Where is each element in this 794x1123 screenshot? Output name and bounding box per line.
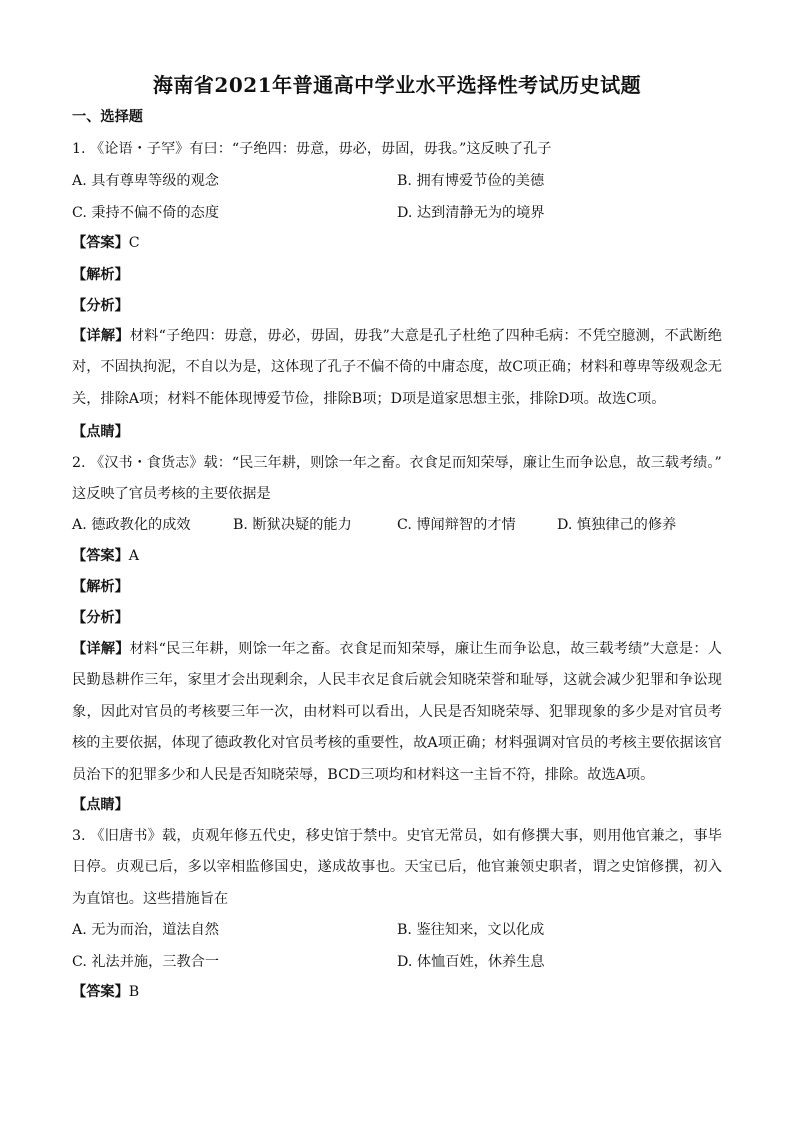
q1-analysis-tag: 【解析】 [72,267,129,283]
q1-option-d: D. 达到清静无为的境界 [397,205,545,221]
q3-option-a: A. 无为而治，道法自然 [72,922,219,938]
answer-value: B [128,984,140,1000]
detail-text: 材料“子绝四：毋意，毋必，毋固，毋我”大意是孔子杜绝了四种毛病：不凭空臆测，不武断绝对，不固执拘泥，不自以为是，这体现了孔子不偏不倚的中庸态度，故C项正确；材料和尊卑等级观念无关，排除A项；材料不能体现博爱节俭，排除B项；D项是道家思想主张，排除D项。故选C项。 [72,328,722,407]
q1-option-a: A. 具有尊卑等级的观念 [72,173,219,189]
detail-tag: 【详解】 [72,328,130,344]
answer-value: C [128,235,140,251]
q2-dianjing-tag: 【点睛】 [72,797,129,813]
answer-tag: 【答案】 [72,984,129,1000]
q3-option-d: D. 体恤百姓，休养生息 [397,954,545,970]
q3-option-c: C. 礼法并施，三教合一 [72,954,220,970]
q3-answer [72,982,139,1002]
detail-text: 材料“民三年耕，则馀一年之畜。衣食足而知荣辱，廉让生而争讼息，故三载考绩”大意是：人民勤恳耕作三年，家里才会出现剩余，人民丰衣足食后就会知晓荣誉和耻辱，这就会减少犯罪和争讼现象，因此对官员的考核要三年一次，由材料可以看出，人民是否知晓荣辱、犯罪现象的多少是对官员考核的主要依据，体现了德政教化对官员考核的重要性，故A项正确；材料强调对官员的考核主要依据该官员治下的犯罪多少和人民是否知晓荣辱，BCD三项均和材料这一主旨不符，排除。故选A项。 [72,641,722,783]
question-2-stem-cont: 这反映了官员考核的主要依据是 [72,486,271,502]
q2-option-a: A. 德政教化的成效 [72,517,191,533]
detail-tag: 【详解】 [72,641,130,657]
q2-analysis-tag: 【解析】 [72,579,129,595]
q2-option-c: C. 博闻辩智的才情 [397,517,516,533]
q3-option-b: B. 鉴往知来，文以化成 [397,922,545,938]
q1-dianjing-tag: 【点睛】 [72,424,129,440]
q1-option-b: B. 拥有博爱节俭的美德 [397,173,545,189]
answer-tag: 【答案】 [72,548,129,564]
q2-answer [72,546,139,566]
answer-value: A [128,548,140,564]
q1-option-c: C. 秉持不偏不倚的态度 [72,205,220,221]
q2-fenxi-tag: 【分析】 [72,610,129,626]
q1-detail [72,321,722,415]
answer-tag: 【答案】 [72,235,129,251]
section-heading: 一、选择题 [72,109,143,125]
page-title: 海南省2021年普通高中学业水平选择性考试历史试题 [152,73,642,97]
question-3-stem: 3. 《旧唐书》载，贞观年修五代史，移史馆于禁中。史官无常员，如有修撰大事，则用他官兼之，事毕日停。贞观已后，多以宰相监修国史，遂成故事也。天宝已后，他官兼领史职者，谓之史馆修撰，初入为直馆也。这些措施旨在 [72,828,722,907]
q1-fenxi-tag: 【分析】 [72,298,129,314]
q2-detail [72,634,722,791]
q2-option-b: B. 断狱决疑的能力 [233,517,352,533]
q1-answer [72,233,140,253]
q2-option-d: D. 慎独律己的修养 [557,517,677,533]
question-1-stem: 1. 《论语・子罕》有曰：“子绝四：毋意，毋必，毋固，毋我。”这反映了孔子 [72,141,552,157]
question-2-stem: 2. 《汉书・食货志》载：“民三年耕，则馀一年之畜。衣食足而知荣辱，廉让生而争讼息，故三载考绩。” [72,455,722,471]
